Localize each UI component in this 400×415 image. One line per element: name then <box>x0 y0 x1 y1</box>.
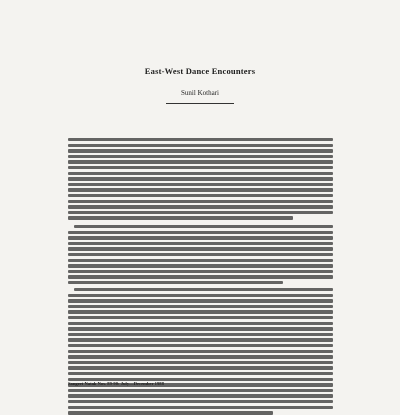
text-line <box>74 225 333 228</box>
text-line <box>68 264 333 267</box>
text-line <box>68 294 333 297</box>
text-line <box>68 333 333 336</box>
text-line <box>68 355 333 358</box>
text-line <box>68 177 333 180</box>
text-line <box>68 316 333 319</box>
text-line <box>68 361 333 364</box>
text-line <box>68 305 333 308</box>
text-line <box>68 205 333 208</box>
text-line <box>68 236 333 239</box>
text-line <box>68 299 333 302</box>
text-line <box>68 194 333 197</box>
text-line <box>68 411 273 414</box>
text-line <box>68 338 333 341</box>
text-line <box>68 270 333 273</box>
text-line <box>68 188 333 191</box>
text-line <box>68 166 333 169</box>
text-line <box>68 211 333 214</box>
article-title: East-West Dance Encounters <box>144 66 256 76</box>
text-line <box>68 310 333 313</box>
text-line <box>68 389 333 392</box>
text-line <box>68 216 293 219</box>
text-line <box>68 372 333 375</box>
text-line <box>68 149 333 152</box>
text-line <box>68 394 333 397</box>
text-line <box>68 200 333 203</box>
text-line <box>68 253 333 256</box>
text-line <box>68 231 333 234</box>
text-line <box>68 275 333 278</box>
text-line <box>68 322 333 325</box>
text-line <box>68 400 333 403</box>
text-line <box>68 281 283 284</box>
text-line <box>68 138 333 141</box>
text-line <box>68 344 333 347</box>
text-line <box>68 144 333 147</box>
text-line <box>68 247 333 250</box>
text-line <box>68 183 333 186</box>
text-line <box>68 242 333 245</box>
text-line <box>68 406 333 409</box>
text-line <box>68 155 333 158</box>
text-line <box>68 172 333 175</box>
text-line <box>74 288 333 291</box>
text-line <box>68 160 333 163</box>
text-line <box>68 259 333 262</box>
text-line <box>68 366 333 369</box>
text-line <box>68 350 333 353</box>
author-name: Sunil Kothari <box>181 89 219 97</box>
page-footer: Sangeet Natak Nos. 89-90: July—December 1988 <box>68 381 164 386</box>
text-line <box>68 327 333 330</box>
